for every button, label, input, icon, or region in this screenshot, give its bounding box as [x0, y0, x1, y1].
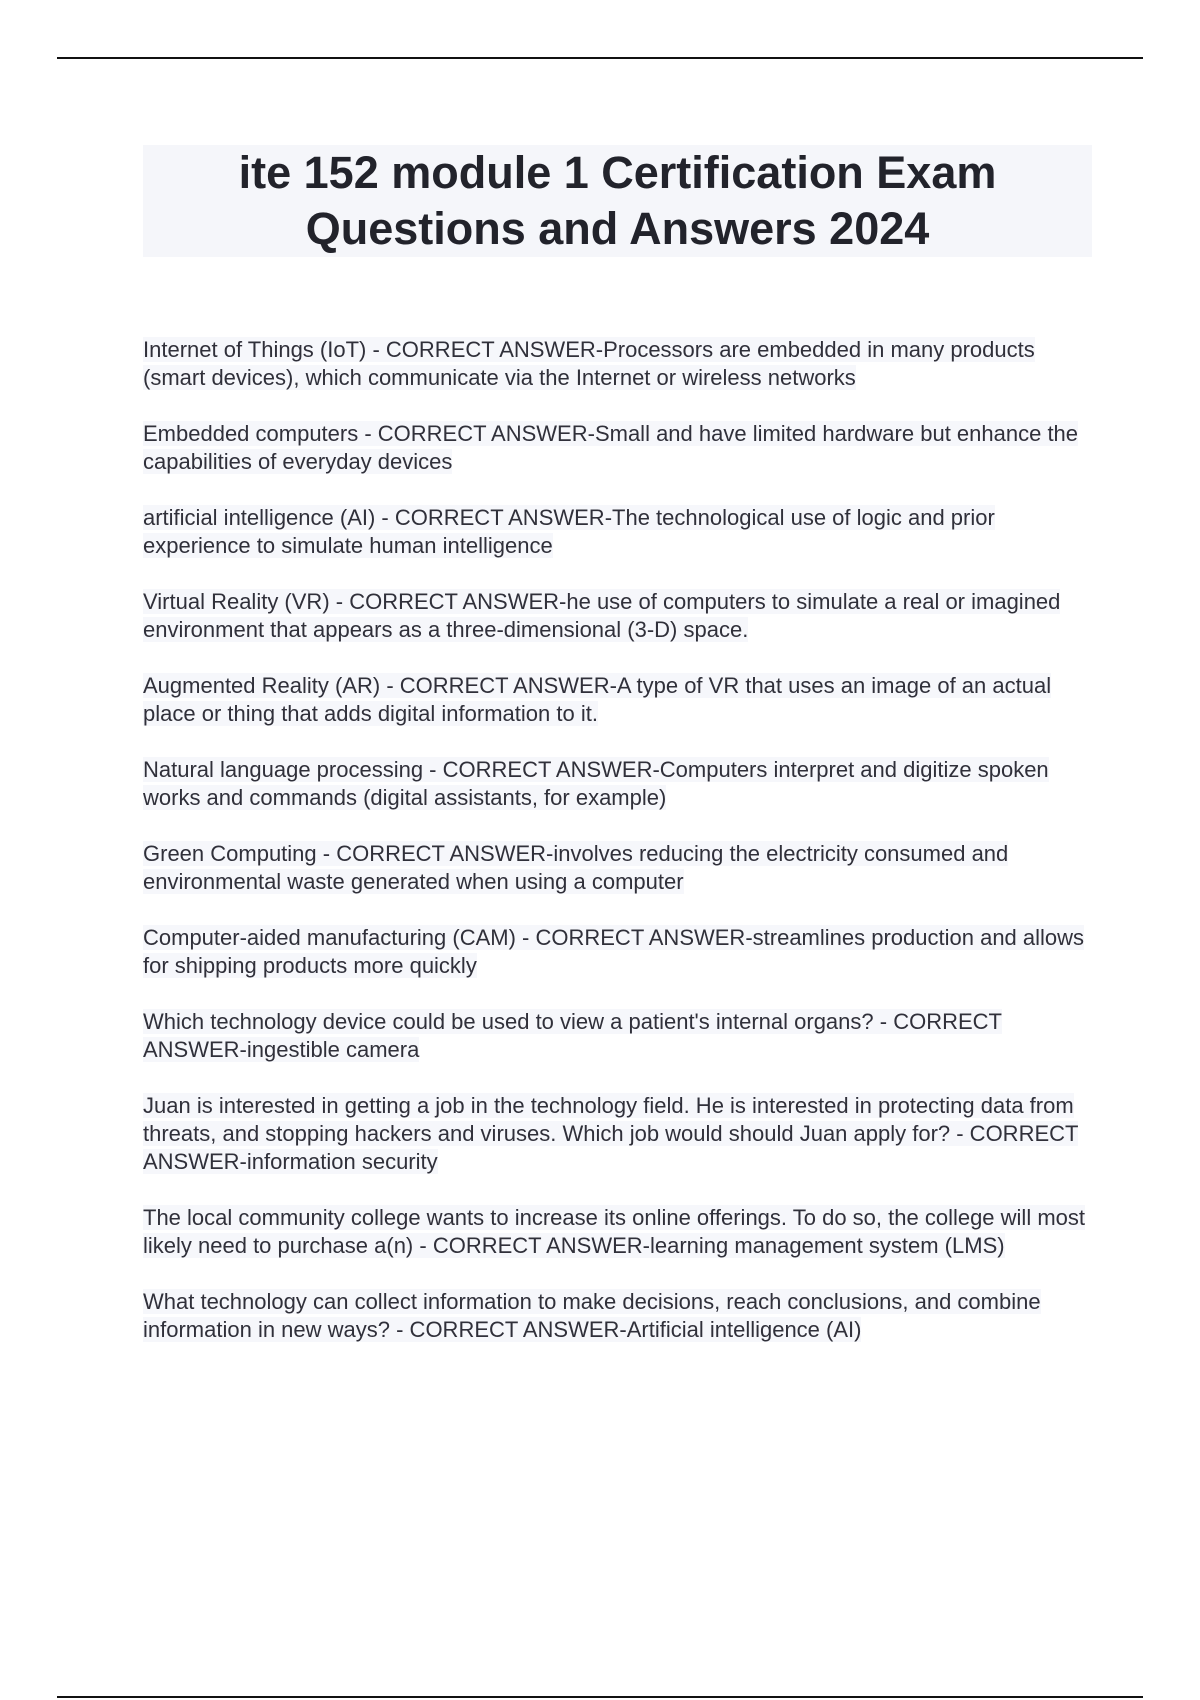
qa-text: Augmented Reality (AR) - CORRECT ANSWER-A type of VR that uses an image of an actual place or thing that adds digital information to it. [143, 673, 1052, 726]
title-banner [143, 145, 1092, 257]
qa-item-green-computing [143, 840, 1092, 896]
qa-item-lms [143, 1204, 1092, 1260]
qa-item-iot [143, 336, 1092, 392]
qa-item-vr [143, 588, 1092, 644]
qa-text: Natural language processing - CORRECT ANSWER-Computers interpret and digitize spoken works and commands (digital assistants, for example) [143, 757, 1049, 810]
qa-text: What technology can collect information to make decisions, reach conclusions, and combine information in new ways? - CORRECT ANSWER-Artificial intelligence (AI) [143, 1289, 1041, 1342]
qa-text: Juan is interested in getting a job in the technology field. He is interested in protecting data from threats, and stopping hackers and viruses. Which job would should Juan apply for? - CORRECT ANSWER-information security [143, 1093, 1079, 1174]
qa-text: Virtual Reality (VR) - CORRECT ANSWER-he use of computers to simulate a real or imagined environment that appears as a three-dimensional (3-D) space. [143, 589, 1061, 642]
qa-text: The local community college wants to increase its online offerings. To do so, the college will most likely need to purchase a(n) - CORRECT ANSWER-learning management system (LMS) [143, 1205, 1085, 1258]
qa-text: artificial intelligence (AI) - CORRECT ANSWER-The technological use of logic and prior experience to simulate human intelligence [143, 505, 995, 558]
page-title: ite 152 module 1 Certification Exam Questions and Answers 2024 [238, 147, 997, 254]
bottom-rule [57, 1696, 1143, 1698]
qa-item-nlp [143, 756, 1092, 812]
qa-list [143, 336, 1092, 1372]
qa-item-ar [143, 672, 1092, 728]
qa-text: Which technology device could be used to view a patient's internal organs? - CORRECT ANSWER-ingestible camera [143, 1009, 1002, 1062]
qa-item-embedded-computers [143, 420, 1092, 476]
qa-item-artificial-intelligence [143, 1288, 1092, 1344]
qa-text: Embedded computers - CORRECT ANSWER-Small and have limited hardware but enhance the capabilities of everyday devices [143, 421, 1079, 474]
qa-text: Internet of Things (IoT) - CORRECT ANSWER-Processors are embedded in many products (smart devices), which communicate via the Internet or wireless networks [143, 337, 1035, 390]
qa-text: Green Computing - CORRECT ANSWER-involves reducing the electricity consumed and environmental waste generated when using a computer [143, 841, 1009, 894]
qa-item-cam [143, 924, 1092, 980]
top-rule [57, 57, 1143, 59]
qa-text: Computer-aided manufacturing (CAM) - CORRECT ANSWER-streamlines production and allows for shipping products more quickly [143, 925, 1085, 978]
qa-item-information-security [143, 1092, 1092, 1176]
qa-item-ingestible-camera [143, 1008, 1092, 1064]
qa-item-ai [143, 504, 1092, 560]
